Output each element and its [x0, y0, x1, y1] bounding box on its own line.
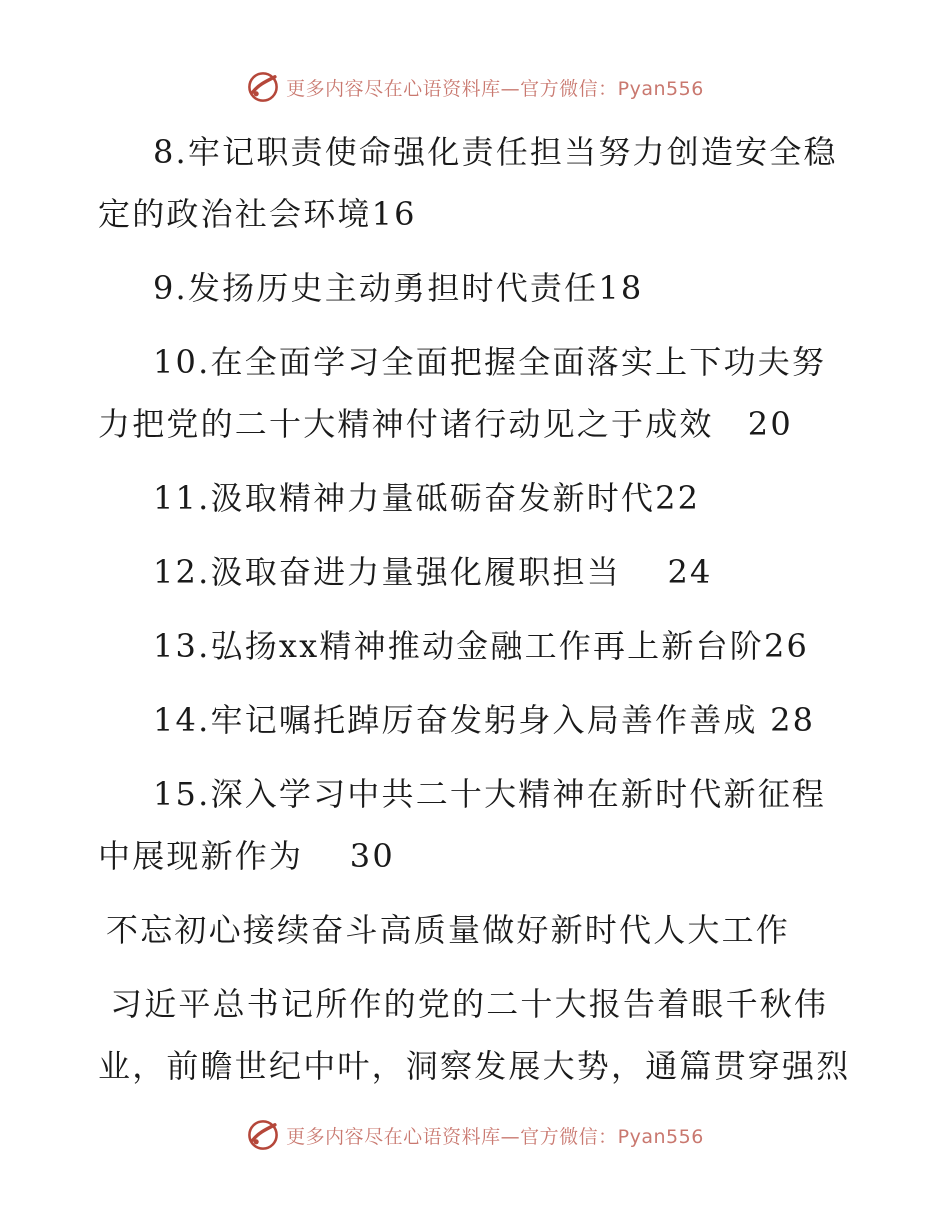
toc-item-12: 12.汲取奋进力量强化履职担当 24	[153, 553, 713, 591]
header-watermark-text: 更多内容尽在心语资料库—官方微信：Pyan556	[286, 77, 704, 100]
document-page	[98, 121, 858, 1097]
body-paragraph: 习近平总书记所作的党的二十大报告着眼千秋伟业，前瞻世纪中叶，洞察发展大势，通篇贯穿强烈	[98, 985, 851, 1085]
section-title: 不忘初心接续奋斗高质量做好新时代人大工作	[106, 911, 791, 949]
brush-pen-logo	[246, 1118, 280, 1152]
footer-watermark	[0, 1118, 950, 1152]
toc-item-13: 13.弘扬xx精神推动金融工作再上新台阶26	[153, 627, 810, 665]
toc-item-10: 10.在全面学习全面把握全面落实上下功夫努力把党的二十大精神付诸行动见之于成效 20	[98, 343, 827, 443]
toc-item-15: 15.深入学习中共二十大精神在新时代新征程中展现新作为 30	[98, 775, 827, 875]
brush-pen-logo	[246, 70, 280, 104]
toc-item-8: 8.牢记职责使命强化责任担当努力创造安全稳定的政治社会环境16	[98, 133, 838, 233]
header-watermark	[0, 70, 950, 104]
footer-watermark-text: 更多内容尽在心语资料库—官方微信：Pyan556	[286, 1125, 704, 1148]
toc-item-9: 9.发扬历史主动勇担时代责任18	[153, 269, 644, 307]
toc-item-11: 11.汲取精神力量砥砺奋发新时代22	[153, 479, 701, 517]
toc-item-14: 14.牢记嘱托踔厉奋发躬身入局善作善成 28	[153, 701, 816, 739]
